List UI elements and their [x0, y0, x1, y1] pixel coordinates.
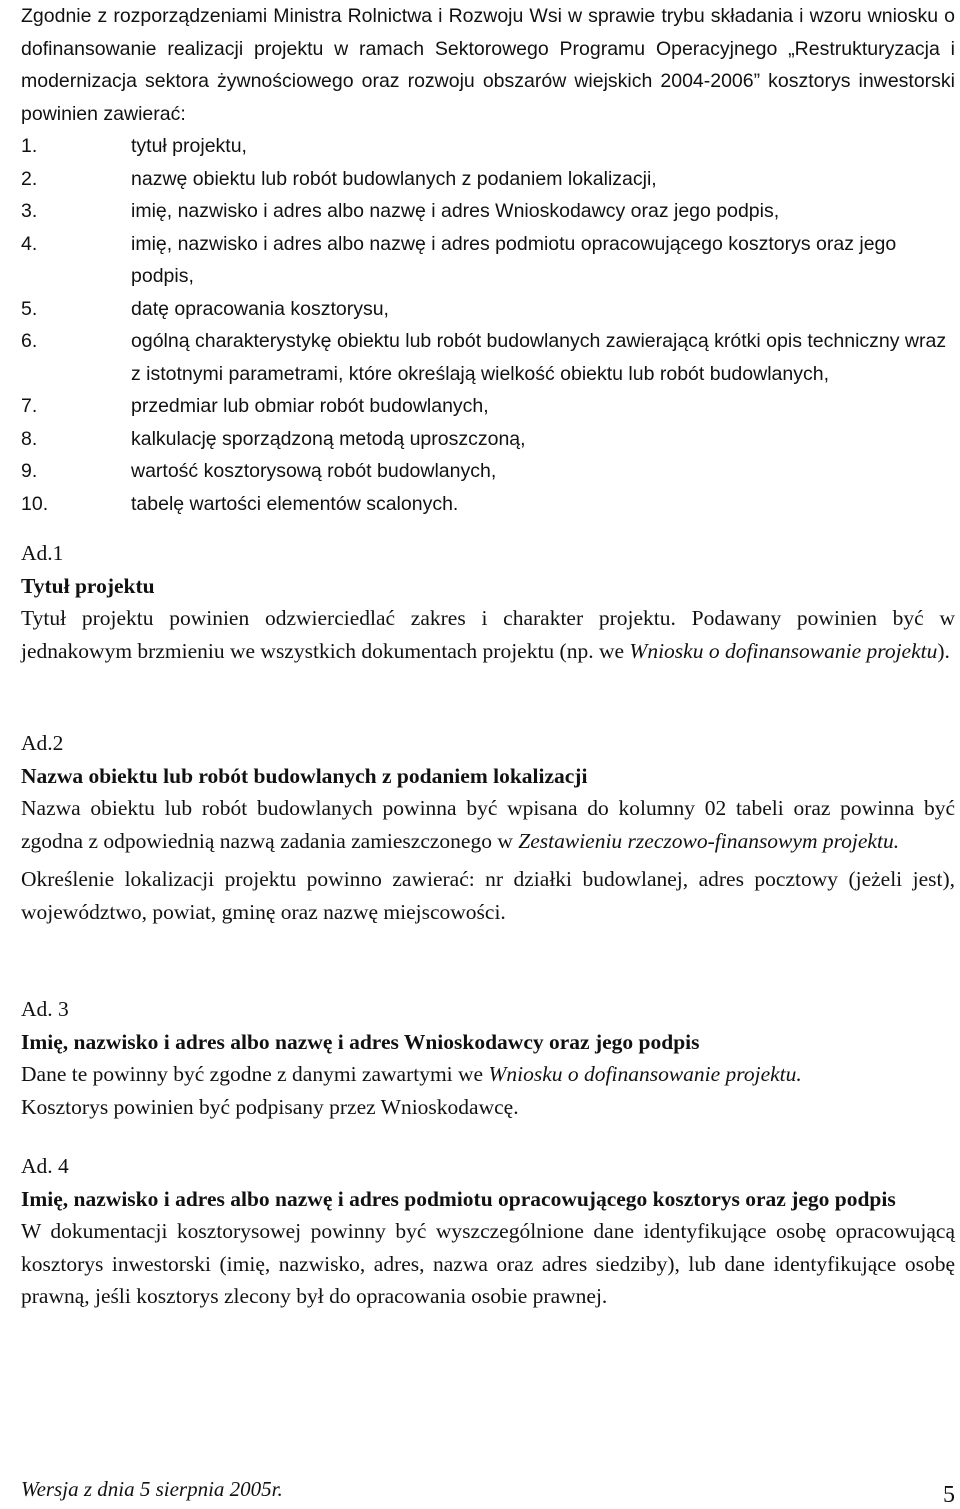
list-item-number: 2. [21, 167, 38, 190]
list-item-number: 5. [21, 297, 38, 320]
version-note: Wersja z dnia 5 sierpnia 2005r. [21, 1477, 283, 1501]
section-paragraph: W dokumentacji kosztorysowej powinny być wyszczególnione dane identyfikujące osobę opracowującą kosztorys inwestorski (imię, nazwisko, adres, nazwa oraz adres siedziby), lub dane identyfikujące osobę prawną, jeśli kosztorys zlecony był do opracowania osobie prawnej. [21, 1219, 955, 1308]
paragraph-text: ). [937, 638, 950, 663]
section-ad3 [21, 993, 955, 1123]
paragraph-text: Nazwa obiektu lub robót budowlanych powinna być wpisana do kolumny 02 tabeli oraz powinna być zgodna z odpowiednią nazwą zadania zamieszczonego w [21, 796, 955, 853]
list-item [21, 423, 955, 456]
section-ad2 [21, 727, 955, 928]
document-reference: Zestawieniu rzeczowo-finansowym projektu. [518, 828, 900, 853]
document-page [21, 0, 955, 1508]
section-paragraph: Określenie lokalizacji projektu powinno zawierać: nr działki budowlanej, adres pocztowy (jeżeli jest), województwo, powiat, gminę oraz nazwę miejscowości. [21, 867, 955, 924]
section-paragraph [21, 1058, 955, 1091]
section-paragraph [21, 792, 955, 857]
section-paragraph: Kosztorys powinien być podpisany przez Wnioskodawcę. [21, 1094, 519, 1119]
section-heading: Tytuł projektu [21, 573, 155, 598]
list-item-text: wartość kosztorysową robót budowlanych, [131, 460, 497, 482]
list-item-number: 9. [21, 460, 38, 482]
list-item-text: datę opracowania kosztorysu, [131, 297, 389, 320]
section-paragraph [21, 602, 955, 667]
requirements-list [21, 130, 955, 520]
list-item-text: kalkulację sporządzoną metodą uproszczoną, [131, 427, 526, 450]
section-ad4 [21, 1150, 955, 1313]
list-item [21, 163, 955, 196]
section-label: Ad.1 [21, 541, 64, 565]
list-item-number: 10. [21, 492, 49, 515]
document-reference: Wniosku o dofinansowanie projektu [629, 638, 938, 663]
paragraph-text: Tytuł projektu powinien odzwierciedlać zakres i charakter projektu. Podawany powinien być w jednakowym brzmieniu we wszystkich dokumentach projektu (np. we [21, 606, 955, 663]
list-item [21, 228, 955, 293]
list-item-text: tytuł projektu, [131, 135, 247, 157]
list-item-text: imię, nazwisko i adres albo nazwę i adres Wnioskodawcy oraz jego podpis, [131, 200, 780, 222]
document-reference: Wniosku o dofinansowanie projektu. [488, 1062, 802, 1086]
section-label: Ad. 4 [21, 1154, 69, 1178]
page-number: 5 [943, 1482, 955, 1508]
section-heading: Imię, nazwisko i adres albo nazwę i adres podmiotu opracowującego kosztorys oraz jego podpis [21, 1186, 896, 1211]
list-item-text: nazwę obiektu lub robót budowlanych z podaniem lokalizacji, [131, 167, 657, 190]
paragraph-text: Dane te powinny być zgodne z danymi zawartymi we [21, 1062, 489, 1086]
list-item-number: 4. [21, 232, 38, 255]
list-item-text: przedmiar lub obmiar robót budowlanych, [131, 395, 489, 417]
intro-paragraph: Zgodnie z rozporządzeniami Ministra Rolnictwa i Rozwoju Wsi w sprawie trybu składania i wzoru wniosku o dofinansowanie realizacji projektu w ramach Sektorowego Programu Operacyjnego „Restrukturyzacja i modernizacja sektora żywnościowego oraz rozwoju obszarów wiejskich 2004-2006” kosztorys inwestorski powinien zawierać: [21, 5, 955, 125]
list-item-number: 7. [21, 395, 38, 417]
list-item-number: 1. [21, 135, 38, 157]
list-item-number: 8. [21, 427, 38, 450]
list-item-text: ogólną charakterystykę obiektu lub robót budowlanych zawierającą krótki opis techniczny wraz z istotnymi parametrami, które określają wielkość obiektu lub robót budowlanych, [131, 330, 947, 385]
list-item-text: imię, nazwisko i adres albo nazwę i adres podmiotu opracowującego kosztorys oraz jego podpis, [131, 232, 897, 287]
list-item-number: 3. [21, 200, 38, 222]
section-label: Ad.2 [21, 731, 64, 755]
list-item-text: tabelę wartości elementów scalonych. [131, 492, 459, 515]
list-item [21, 325, 955, 390]
list-item-number: 6. [21, 330, 38, 352]
list-item [21, 130, 955, 163]
list-item [21, 195, 955, 228]
section-heading: Nazwa obiektu lub robót budowlanych z podaniem lokalizacji [21, 763, 588, 788]
list-item [21, 455, 955, 488]
section-heading: Imię, nazwisko i adres albo nazwę i adres Wnioskodawcy oraz jego podpis [21, 1029, 700, 1054]
section-label: Ad. 3 [21, 997, 69, 1021]
list-item [21, 488, 955, 521]
list-item [21, 390, 955, 423]
section-ad1 [21, 537, 955, 667]
list-item [21, 293, 955, 326]
